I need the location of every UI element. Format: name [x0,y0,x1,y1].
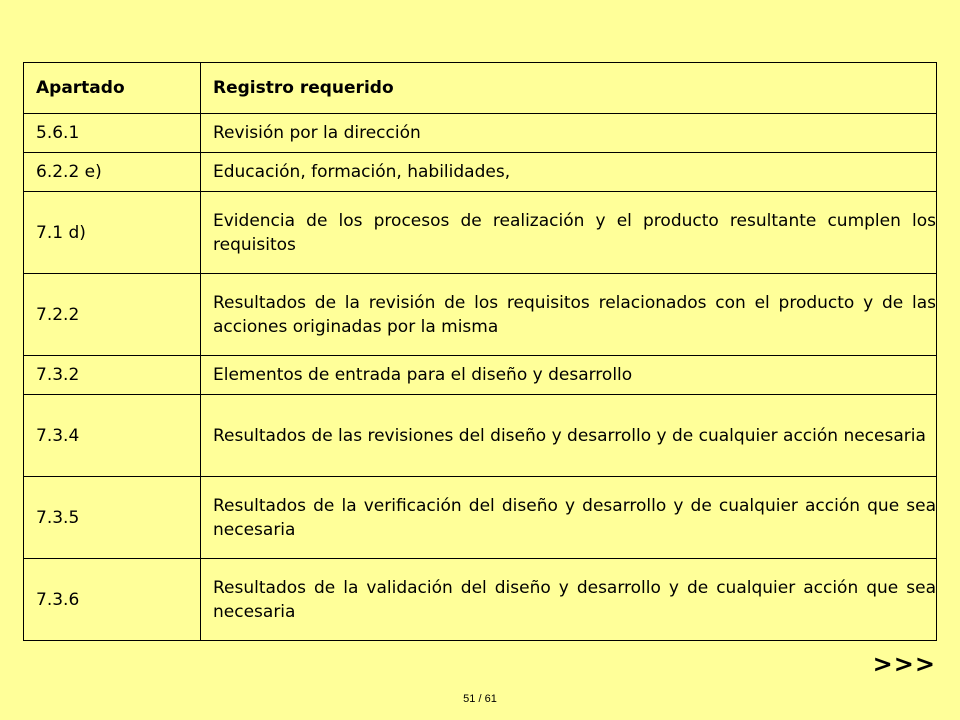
next-slide-link[interactable]: >>> [872,650,936,678]
row-code: 5.6.1 [24,114,201,153]
table-row [24,559,937,641]
table-row [24,477,937,559]
row-code: 7.3.4 [24,395,201,477]
row-text: Educación, formación, habilidades, [201,153,937,192]
table-row [24,114,937,153]
row-text: Elementos de entrada para el diseño y desarrollo [201,356,937,395]
row-text: Resultados de las revisiones del diseño y desarrollo y de cualquier acción necesaria [201,395,937,477]
requirements-table [23,62,937,641]
table-header-row [24,63,937,114]
table-row [24,192,937,274]
table-row [24,356,937,395]
row-text: Evidencia de los procesos de realización y el producto resultante cumplen los requisitos [201,192,937,274]
row-text: Resultados de la verificación del diseño y desarrollo y de cualquier acción que sea necesaria [201,477,937,559]
row-text: Resultados de la validación del diseño y desarrollo y de cualquier acción que sea necesaria [201,559,937,641]
row-code: 7.3.6 [24,559,201,641]
row-code: 7.2.2 [24,274,201,356]
table-row [24,395,937,477]
header-apartado: Apartado [24,63,201,114]
header-registro-requerido: Registro requerido [201,63,937,114]
row-text: Revisión por la dirección [201,114,937,153]
row-text: Resultados de la revisión de los requisitos relacionados con el producto y de las acciones originadas por la misma [201,274,937,356]
row-code: 7.1 d) [24,192,201,274]
table-row [24,274,937,356]
row-code: 7.3.5 [24,477,201,559]
row-code: 7.3.2 [24,356,201,395]
page-counter: 51 / 61 [463,693,497,705]
table-row [24,153,937,192]
row-code: 6.2.2 e) [24,153,201,192]
